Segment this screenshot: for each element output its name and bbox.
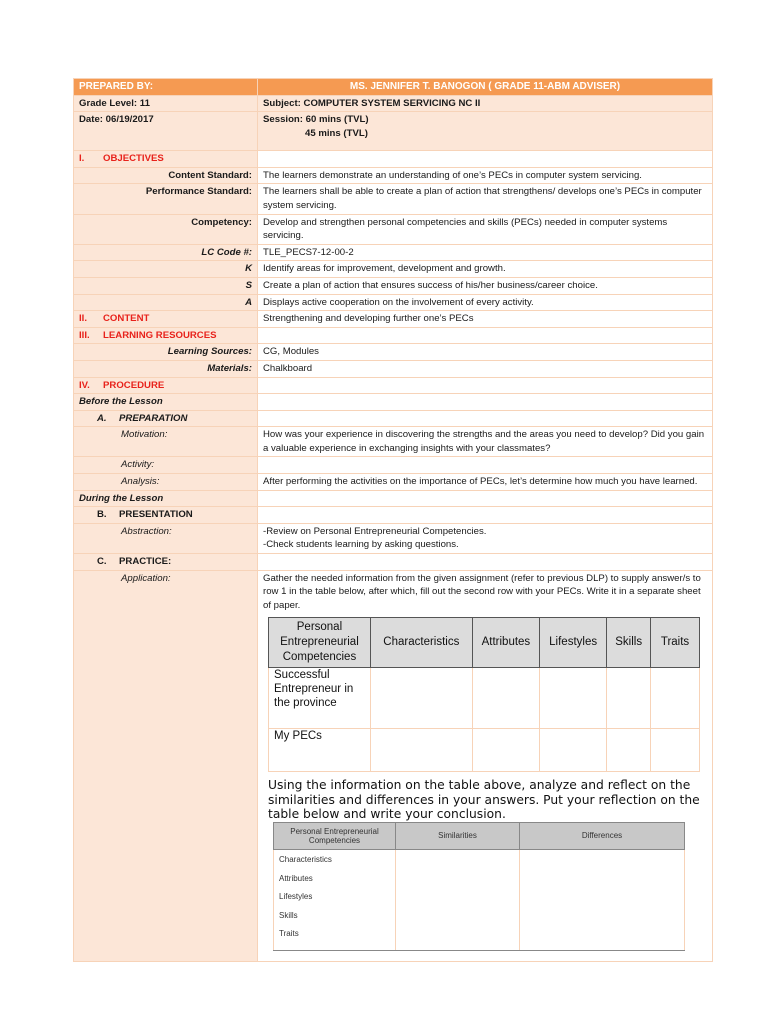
pecs-header-characteristics: Characteristics — [370, 618, 472, 668]
pecs-table-header — [269, 618, 700, 668]
application-text: Gather the needed information from the given assignment (refer to previous DLP) to supply answer/s to row 1 in the table below, after which, fill out the second row with your PECs. Write it in a separate sheet of paper. — [263, 572, 701, 611]
pecs-cell — [370, 668, 472, 729]
lc-code-label: LC Code #: — [74, 244, 258, 261]
materials-value: Chalkboard — [258, 360, 713, 377]
reflection-header-differences: Differences — [520, 822, 685, 849]
reflection-label-characteristics: Characteristics — [279, 854, 332, 864]
presentation-heading: B. PRESENTATION — [74, 507, 258, 524]
competency-label: Competency: — [74, 214, 258, 244]
application-value — [258, 570, 713, 961]
preparation-heading: A. PREPARATION — [74, 410, 258, 427]
pecs-row-entrepreneur — [269, 668, 700, 729]
abstraction-line-1: -Review on Personal Entrepreneurial Competencies. — [263, 525, 487, 537]
skill-value: Create a plan of action that ensures success of his/her business/career choice. — [258, 277, 713, 294]
pecs-cell — [472, 668, 539, 729]
performance-standard-value: The learners shall be able to create a plan of action that strengthens/ develops one’s PECs in computer system servicing. — [258, 184, 713, 214]
abstraction-value — [258, 523, 713, 553]
reflection-header-similarities: Similarities — [396, 822, 520, 849]
motivation-value: How was your experience in discovering the strengths and the areas you need to develop? Did you gain a valuable experience in exchanging insights with your classmates? — [258, 427, 713, 457]
reflection-label-attributes: Attributes — [279, 873, 313, 883]
learning-sources-row — [74, 344, 713, 361]
activity-row — [74, 457, 713, 474]
skill-label: S — [74, 277, 258, 294]
performance-standard-label: Performance Standard: — [74, 184, 258, 214]
pecs-header-skills: Skills — [607, 618, 651, 668]
reflection-table-body — [274, 849, 685, 950]
procedure-heading-row — [74, 377, 713, 394]
session-line-2: 45 mins (TVL) — [305, 127, 368, 139]
pecs-comparison-table — [268, 617, 700, 772]
reflection-label-lifestyles: Lifestyles — [279, 892, 313, 902]
pecs-row-my-pecs — [269, 729, 700, 772]
materials-label: Materials: — [74, 360, 258, 377]
session-line-1: Session: 60 mins (TVL) — [263, 114, 369, 126]
pecs-row-label: Successful Entrepreneur in the province — [269, 668, 371, 729]
materials-row — [74, 360, 713, 377]
motivation-row — [74, 427, 713, 457]
analysis-value: After performing the activities on the importance of PECs, let’s determine how much you have learned. — [258, 474, 713, 491]
pecs-cell — [370, 729, 472, 772]
prepared-by-value: MS. JENNIFER T. BANOGON ( GRADE 11-ABM ADVISER) — [258, 79, 713, 96]
prepared-by-label: PREPARED BY: — [74, 79, 258, 96]
pecs-cell — [607, 729, 651, 772]
reflection-label-skills: Skills — [279, 910, 298, 920]
abstraction-label: Abstraction: — [74, 523, 258, 553]
content-row — [74, 311, 713, 328]
pecs-header-lifestyles: Lifestyles — [540, 618, 607, 668]
objectives-heading: I. OBJECTIVES — [74, 151, 258, 168]
presentation-row — [74, 507, 713, 524]
application-label: Application: — [74, 570, 258, 961]
during-lesson-row — [74, 490, 713, 507]
pecs-header-attributes: Attributes — [472, 618, 539, 668]
before-lesson-row — [74, 394, 713, 411]
lesson-plan-table — [73, 78, 713, 962]
practice-heading: C. PRACTICE: — [74, 554, 258, 571]
lc-code-value: TLE_PECS7-12-00-2 — [258, 244, 713, 261]
learning-sources-value: CG, Modules — [258, 344, 713, 361]
before-lesson-label: Before the Lesson — [74, 394, 258, 411]
activity-value — [258, 457, 713, 474]
abstraction-row — [74, 523, 713, 553]
attitude-value: Displays active cooperation on the involvement of every activity. — [258, 294, 713, 311]
knowledge-label: K — [74, 261, 258, 278]
practice-row — [74, 554, 713, 571]
content-standard-label: Content Standard: — [74, 167, 258, 184]
learning-sources-label: Learning Sources: — [74, 344, 258, 361]
content-standard-row — [74, 167, 713, 184]
content-heading: II. CONTENT — [74, 311, 258, 328]
similarities-cell — [396, 849, 520, 950]
pecs-header-competencies: Personal Entrepreneurial Competencies — [269, 618, 371, 668]
reflection-instructions: Using the information on the table above, analyze and reflect on the similarities and differences in your answers. Put your reflection on the table below and write your conclusion. — [268, 778, 700, 822]
knowledge-row — [74, 261, 713, 278]
knowledge-value: Identify areas for improvement, development and growth. — [258, 261, 713, 278]
reflection-row-labels — [274, 849, 396, 950]
pecs-cell — [607, 668, 651, 729]
pecs-cell — [472, 729, 539, 772]
pecs-cell — [651, 729, 700, 772]
motivation-label: Motivation: — [74, 427, 258, 457]
reflection-header-competencies: Personal Entrepreneurial Competencies — [274, 822, 396, 849]
analysis-label: Analysis: — [74, 474, 258, 491]
pecs-header-traits: Traits — [651, 618, 700, 668]
application-row — [74, 570, 713, 961]
reflection-label-traits: Traits — [279, 929, 299, 939]
objectives-heading-row — [74, 151, 713, 168]
pecs-cell — [540, 668, 607, 729]
analysis-row — [74, 474, 713, 491]
attitude-label: A — [74, 294, 258, 311]
date: Date: 06/19/2017 — [74, 112, 258, 151]
learning-resources-heading: III. LEARNING RESOURCES — [74, 327, 258, 344]
session — [258, 112, 713, 151]
during-lesson-label: During the Lesson — [74, 490, 258, 507]
pecs-cell — [540, 729, 607, 772]
performance-standard-row — [74, 184, 713, 214]
activity-label: Activity: — [74, 457, 258, 474]
competency-value: Develop and strengthen personal competencies and skills (PECs) needed in computer systems servicing. — [258, 214, 713, 244]
learning-resources-heading-row — [74, 327, 713, 344]
reflection-table-header — [274, 822, 685, 849]
grade-level: Grade Level: 11 — [74, 95, 258, 112]
competency-row — [74, 214, 713, 244]
lc-code-row — [74, 244, 713, 261]
prepared-by-row — [74, 79, 713, 96]
abstraction-line-2: -Check students learning by asking questions. — [263, 539, 459, 551]
skill-row — [74, 277, 713, 294]
reflection-table — [273, 822, 685, 951]
subject: Subject: COMPUTER SYSTEM SERVICING NC II — [258, 95, 713, 112]
content-value: Strengthening and developing further one’s PECs — [258, 311, 713, 328]
grade-subject-row — [74, 95, 713, 112]
lesson-plan-page — [73, 78, 713, 962]
content-standard-value: The learners demonstrate an understanding of one’s PECs in computer system servicing. — [258, 167, 713, 184]
pecs-row-label: My PECs — [269, 729, 371, 772]
attitude-row — [74, 294, 713, 311]
preparation-row — [74, 410, 713, 427]
procedure-heading: IV. PROCEDURE — [74, 377, 258, 394]
date-session-row — [74, 112, 713, 151]
differences-cell — [520, 849, 685, 950]
pecs-cell — [651, 668, 700, 729]
